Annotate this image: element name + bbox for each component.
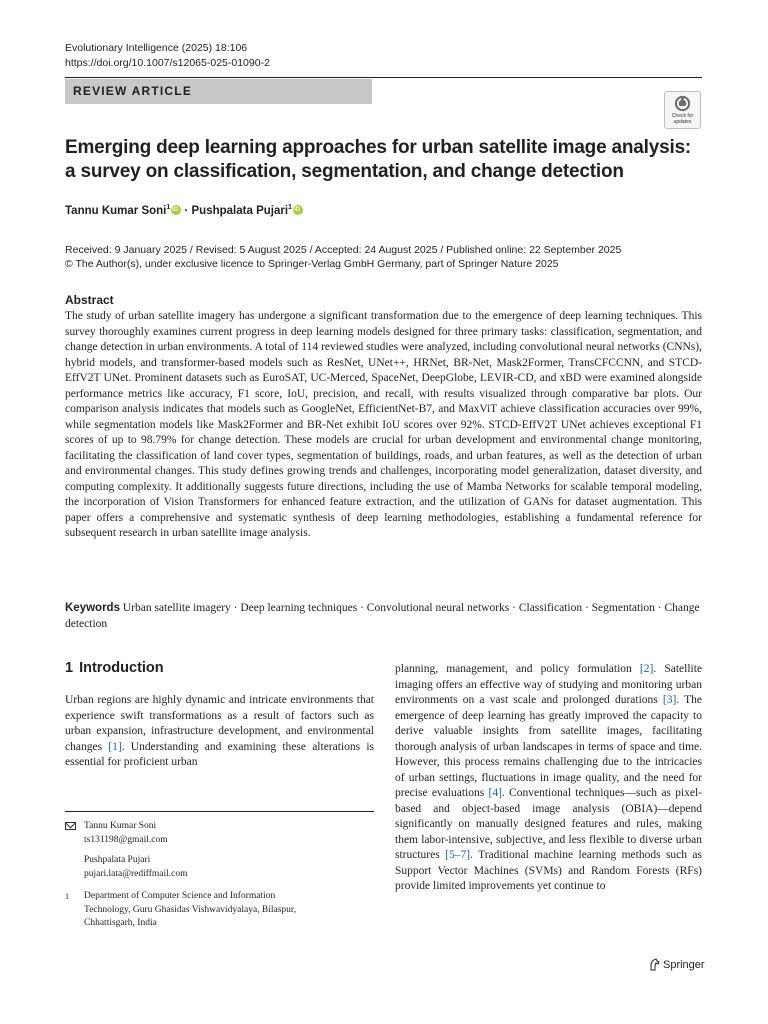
journal-citation: Evolutionary Intelligence (2025) 18:106: [65, 42, 248, 54]
orcid-icon[interactable]: [293, 205, 303, 215]
publication-history: [65, 243, 621, 271]
author-list: [65, 204, 303, 217]
title-line-1: Emerging deep learning approaches for urban satellite image analysis:: [65, 137, 692, 158]
author-name[interactable]: Tannu Kumar Soni: [65, 204, 167, 217]
springer-horse-icon: [648, 958, 660, 971]
copyright-line: © The Author(s), under exclusive licence to Springer-Verlag GmbH Germany, part of Springer Nature 2025: [65, 258, 559, 270]
article-type-banner: [65, 79, 372, 104]
journal-info: [65, 41, 270, 70]
author-affiliation-mark: 1: [288, 204, 292, 211]
citation-link[interactable]: [2]: [639, 663, 654, 675]
author-affiliation-mark: 1: [166, 204, 171, 211]
keywords-label: Keywords: [65, 602, 120, 614]
citation-link[interactable]: [5–7]: [445, 849, 471, 861]
author-name[interactable]: Pushpalata Pujari: [191, 204, 289, 217]
footnote-rule: [65, 811, 374, 812]
intro-right-column: planning, management, and policy formulation [2]. Satellite imaging offers an effective way of studying and monitoring urban environments on a vast scale and prolonged durations [3]. The emergence of deep learning has greatly improved the capacity to derive valuable insights from satellite images, facilitating thorough analysis of urban landscapes in terms of space and time. However, this process remains challenging due to the intricacies of urban settings, fluctuations in image quality, and the need for precise evaluations [4]. Conventional techniques—such as pixel-based and object-based image analysis (OBIA)—depend significantly on manually designed features and rules, making them labor-intensive, subjective, and less flexible to diverse urban structures [5–7]. Traditional machine learning methods such as Support Vector Machines (SVMs) and Random Forests (RFs) provide limited improvements yet continue to: [395, 663, 703, 892]
citation-link[interactable]: [4]: [488, 787, 502, 799]
doi-link[interactable]: https://doi.org/10.1007/s12065-025-01090-2: [65, 56, 270, 69]
article-type-label: REVIEW ARTICLE: [73, 84, 193, 98]
check-updates-text: Check for updates: [671, 113, 694, 125]
keywords-block: [65, 600, 702, 632]
intro-left-column: Urban regions are highly dynamic and intricate environments that experience swift transformations as a result of factors such as urban expansion, infrastructure development, and environmental changes [1]. Understanding and examining these alterations is essential for proficient urban: [65, 694, 374, 768]
affiliation-mark: 1: [65, 892, 69, 901]
check-updates-icon: [674, 95, 691, 112]
abstract-heading: Abstract: [65, 293, 114, 307]
abstract-body: The study of urban satellite imagery has undergone a significant transformation due to the emergence of deep learning techniques. This survey thoroughly examines current progress in deep learning models designed for three primary tasks: classification, segmentation, and change detection in urban environments. A total of 114 reviewed studies were analyzed, including convolutional neural networks (CNNs), hybrid models, and transformer-based models such as ResNet, UNet++, HRNet, BR-Net, Mask2Former, TransCFCCNN, and STCD-EffV2T UNet. Prominent datasets such as EuroSAT, UC-Merced, SpaceNet, DeepGlobe, LEVIR-CD, and xBD were examined alongside performance metrics like accuracy, F1 score, IoU, precision, and recall, with results visualized through comparative bar plots. Our comparison analysis indicates that models such as GoogleNet, EfficientNet-B7, and MaxViT achieve classification accuracies over 99%, while segmentation models like Mask2Former and BR-Net exhibit IoU scores over 92%. STCD-EffV2T UNet achieves exceptional F1 scores of up to 98.79% for change detection. These models are crucial for urban development and environmental change monitoring, facilitating the classification of land cover types, segmentation of buildings, roads, and urban features, as well as the detection of urban and environmental changes. This study defines growing trends and challenges, incorporating model generalization, dataset diversity, and computing complexity. It additionally suggests future directions, including the use of Mamba Networks for scalable temporal modeling, the incorporation of Vision Transformers for enhanced feature extraction, and the utilization of GANs for dataset augmentation. This paper offers a comprehensive and systematic synthesis of deep learning methodologies, establishing a fundamental reference for subsequent research in urban satellite image analysis.: [65, 310, 702, 539]
citation-link[interactable]: [1]: [108, 740, 122, 753]
publisher-logo: [648, 958, 705, 971]
section-heading: [65, 660, 164, 676]
corr-author-name: Pushpalata Pujari: [84, 855, 151, 865]
keywords-list: Urban satellite imagery · Deep learning techniques · Convolutional neural networks · Classification · Segmentation · Change detection: [65, 602, 700, 630]
section-number: 1: [65, 660, 74, 676]
title-line-2: a survey on classification, segmentation, and change detection: [65, 161, 624, 182]
header-rule: [65, 77, 702, 78]
corr-author-email[interactable]: ts131198@gmail.com: [84, 834, 168, 845]
dates-line: Received: 9 January 2025 / Revised: 5 August 2025 / Accepted: 24 August 2025 / Published online: 22 September 2025: [65, 244, 622, 256]
author-separator: ·: [181, 204, 192, 217]
orcid-icon[interactable]: [171, 205, 181, 215]
article-title: [65, 136, 695, 184]
check-for-updates-badge[interactable]: [664, 91, 701, 129]
corr-author-email[interactable]: pujari.lata@rediffmail.com: [84, 868, 188, 879]
section-title: Introduction: [79, 660, 164, 676]
citation-link[interactable]: [3]: [662, 694, 677, 706]
corr-author-name: Tannu Kumar Soni: [84, 821, 157, 831]
publisher-name: Springer: [663, 958, 705, 971]
envelope-icon: [65, 822, 76, 830]
